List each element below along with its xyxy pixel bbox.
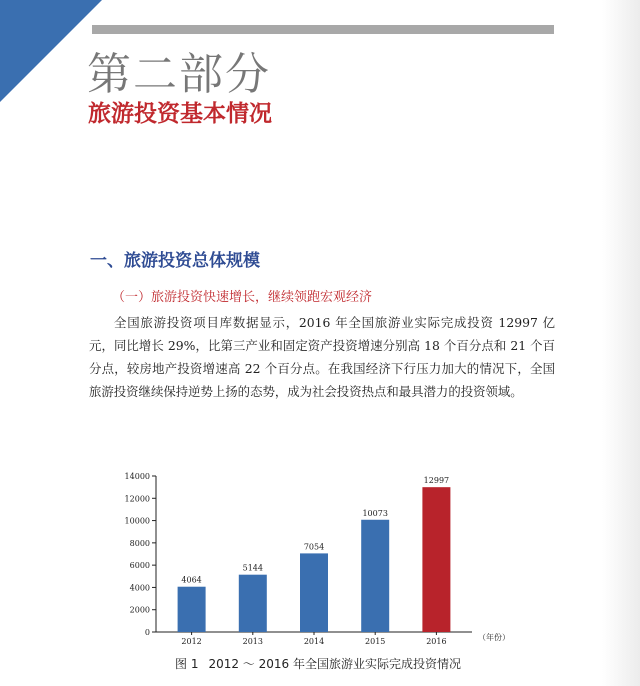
body-paragraph: 全国旅游投资项目库数据显示，2016 年全国旅游业实际完成投资 12997 亿元，同比增长 29%，比第三产业和固定资产投资增速分别高 18 个百分点和 21 个百分点，较房地产投资增速高 22 个百分点。在我国经济下行压力加大的情况下，全国旅游投资继续保持逆势上扬的态势，成为社会投资热点和最具潜力的投资领域。 xyxy=(89,315,555,399)
investment-bar-chart xyxy=(112,462,512,656)
x-tick-label: 2015 xyxy=(365,637,386,646)
bar-2015 xyxy=(361,520,389,632)
bar-2014 xyxy=(300,553,328,632)
y-tick-label: 6000 xyxy=(129,561,150,571)
bar-2016 xyxy=(422,487,450,632)
bar-data-label: 4064 xyxy=(181,575,202,585)
bar-data-label: 12997 xyxy=(423,476,450,486)
y-tick-label: 10000 xyxy=(124,516,150,526)
part-subtitle: 旅游投资基本情况 xyxy=(88,101,272,127)
y-tick-label: 0 xyxy=(144,628,150,637)
y-tick-label: 14000 xyxy=(124,472,150,481)
y-tick-label: 4000 xyxy=(129,583,150,593)
header-rule xyxy=(92,25,554,34)
figure-number: 图 1 xyxy=(175,657,199,671)
figure-caption xyxy=(175,656,461,672)
x-tick-label: 2014 xyxy=(303,637,325,646)
section-heading: 一、旅游投资总体规模 xyxy=(90,251,260,271)
x-tick-label: 2016 xyxy=(426,637,447,646)
bar-data-label: 5144 xyxy=(242,563,263,573)
bar-data-label: 10073 xyxy=(362,508,388,518)
bar-data-label: 7054 xyxy=(303,542,325,552)
figure-caption-text: 2012 ～ 2016 年全国旅游业实际完成投资情况 xyxy=(208,657,461,671)
x-tick-label: 2013 xyxy=(242,637,263,646)
x-tick-label: 2012 xyxy=(181,637,202,646)
part-title: 第二部分 xyxy=(87,49,271,100)
y-tick-label: 2000 xyxy=(129,605,150,615)
bar-2013 xyxy=(239,575,267,632)
y-tick-label: 12000 xyxy=(124,494,150,504)
bar-2012 xyxy=(178,587,206,632)
y-tick-label: 8000 xyxy=(129,538,150,548)
x-axis-label: （年份） xyxy=(478,633,510,642)
page-edge-shadow xyxy=(602,0,640,686)
sub-heading: （一）旅游投资快速增长，继续领跑宏观经济 xyxy=(112,290,373,305)
